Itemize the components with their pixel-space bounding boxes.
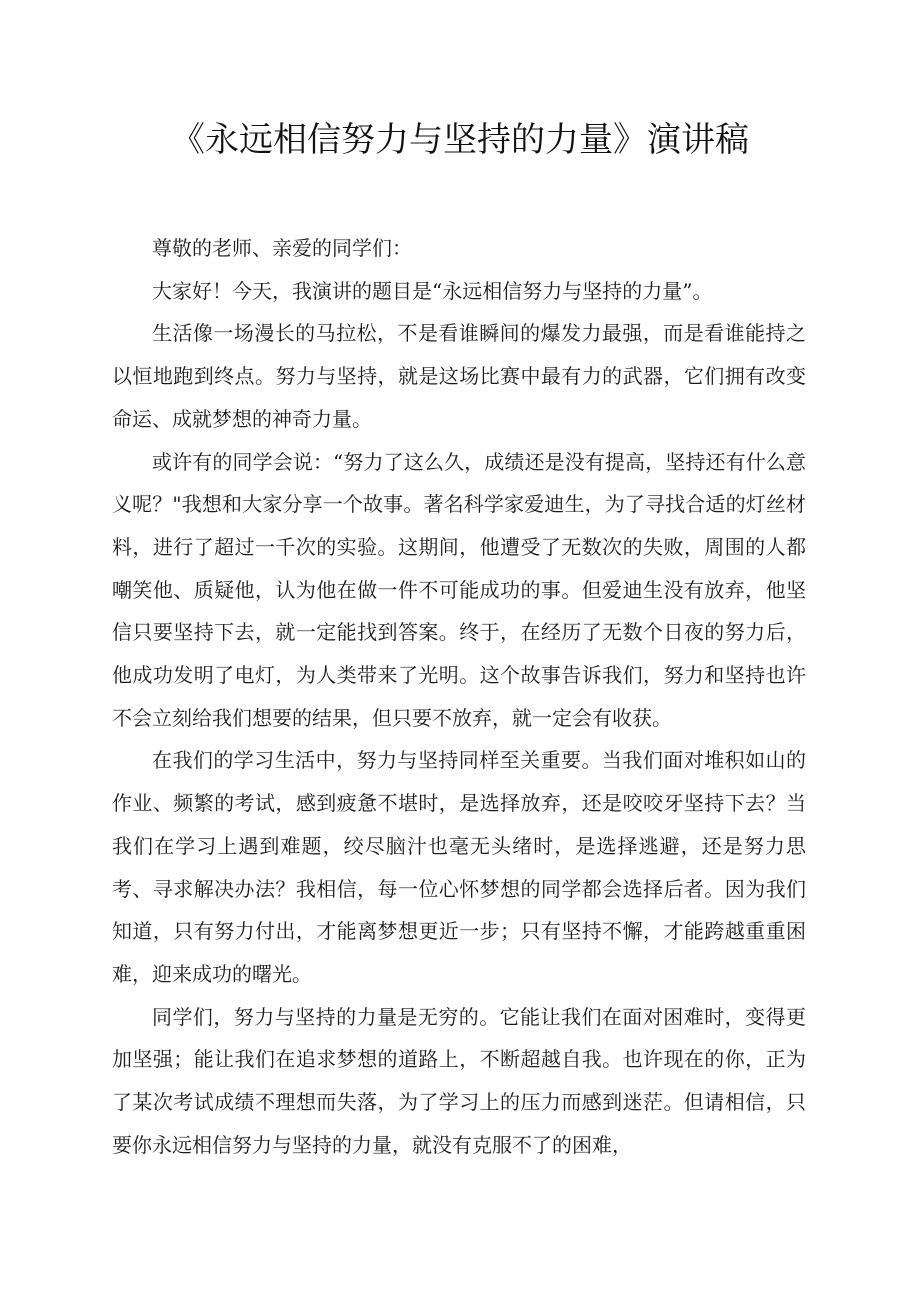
paragraph-marathon: 生活像一场漫长的马拉松，不是看谁瞬间的爆发力最强，而是看谁能持之以恒地跑到终点。努力与坚持，就是这场比赛中最有力的武器，它们拥有改变命运、成就梦想的神奇力量。 (112, 321, 806, 431)
paragraph-edison-story: 或许有的同学会说：“努力了这么久，成绩还是没有提高，坚持还有什么意义呢？"我想和大家分享一个故事。著名科学家爱迪生，为了寻找合适的灯丝材料，进行了超过一千次的实验。这期间，他遭受了无数次的失败，周围的人都嘲笑他、质疑他，认为他在做一件不可能成功的事。但爱迪生没有放弃，他坚信只要坚持下去，就一定能找到答案。终于，在经历了无数个日夜的努力后，他成功发明了电灯，为人类带来了光明。这个故事告诉我们，努力和坚持也许不会立刻给我们想要的结果，但只要不放弃，就一定会有收获。 (112, 449, 806, 730)
paragraph-conclusion: 同学们，努力与坚持的力量是无穷的。它能让我们在面对困难时，变得更加坚强；能让我们在追求梦想的道路上，不断超越自我。也许现在的你，正为了某次考试成绩不理想而失落，为了学习上的压力而感到迷茫。但请相信，只要你永远相信努力与坚持的力量，就没有克服不了的困难， (112, 1004, 806, 1157)
document-body (112, 227, 806, 1166)
document-title: 《永远相信努力与坚持的力量》演讲稿 (171, 120, 749, 160)
paragraph-intro: 大家好！今天，我演讲的题目是“永远相信努力与坚持的力量”。 (152, 278, 713, 303)
paragraph-study-life: 在我们的学习生活中，努力与坚持同样至关重要。当我们面对堆积如山的作业、频繁的考试，感到疲惫不堪时，是选择放弃，还是咬咬牙坚持下去？当我们在学习上遇到难题，绞尽脑汁也毫无头绪时，是选择逃避，还是努力思考、寻求解决办法？我相信，每一位心怀梦想的同学都会选择后者。因为我们知道，只有努力付出，才能离梦想更近一步；只有坚持不懈，才能跨越重重困难，迎来成功的曙光。 (112, 748, 806, 986)
paragraph-greeting: 尊敬的老师、亲爱的同学们： (152, 236, 412, 260)
